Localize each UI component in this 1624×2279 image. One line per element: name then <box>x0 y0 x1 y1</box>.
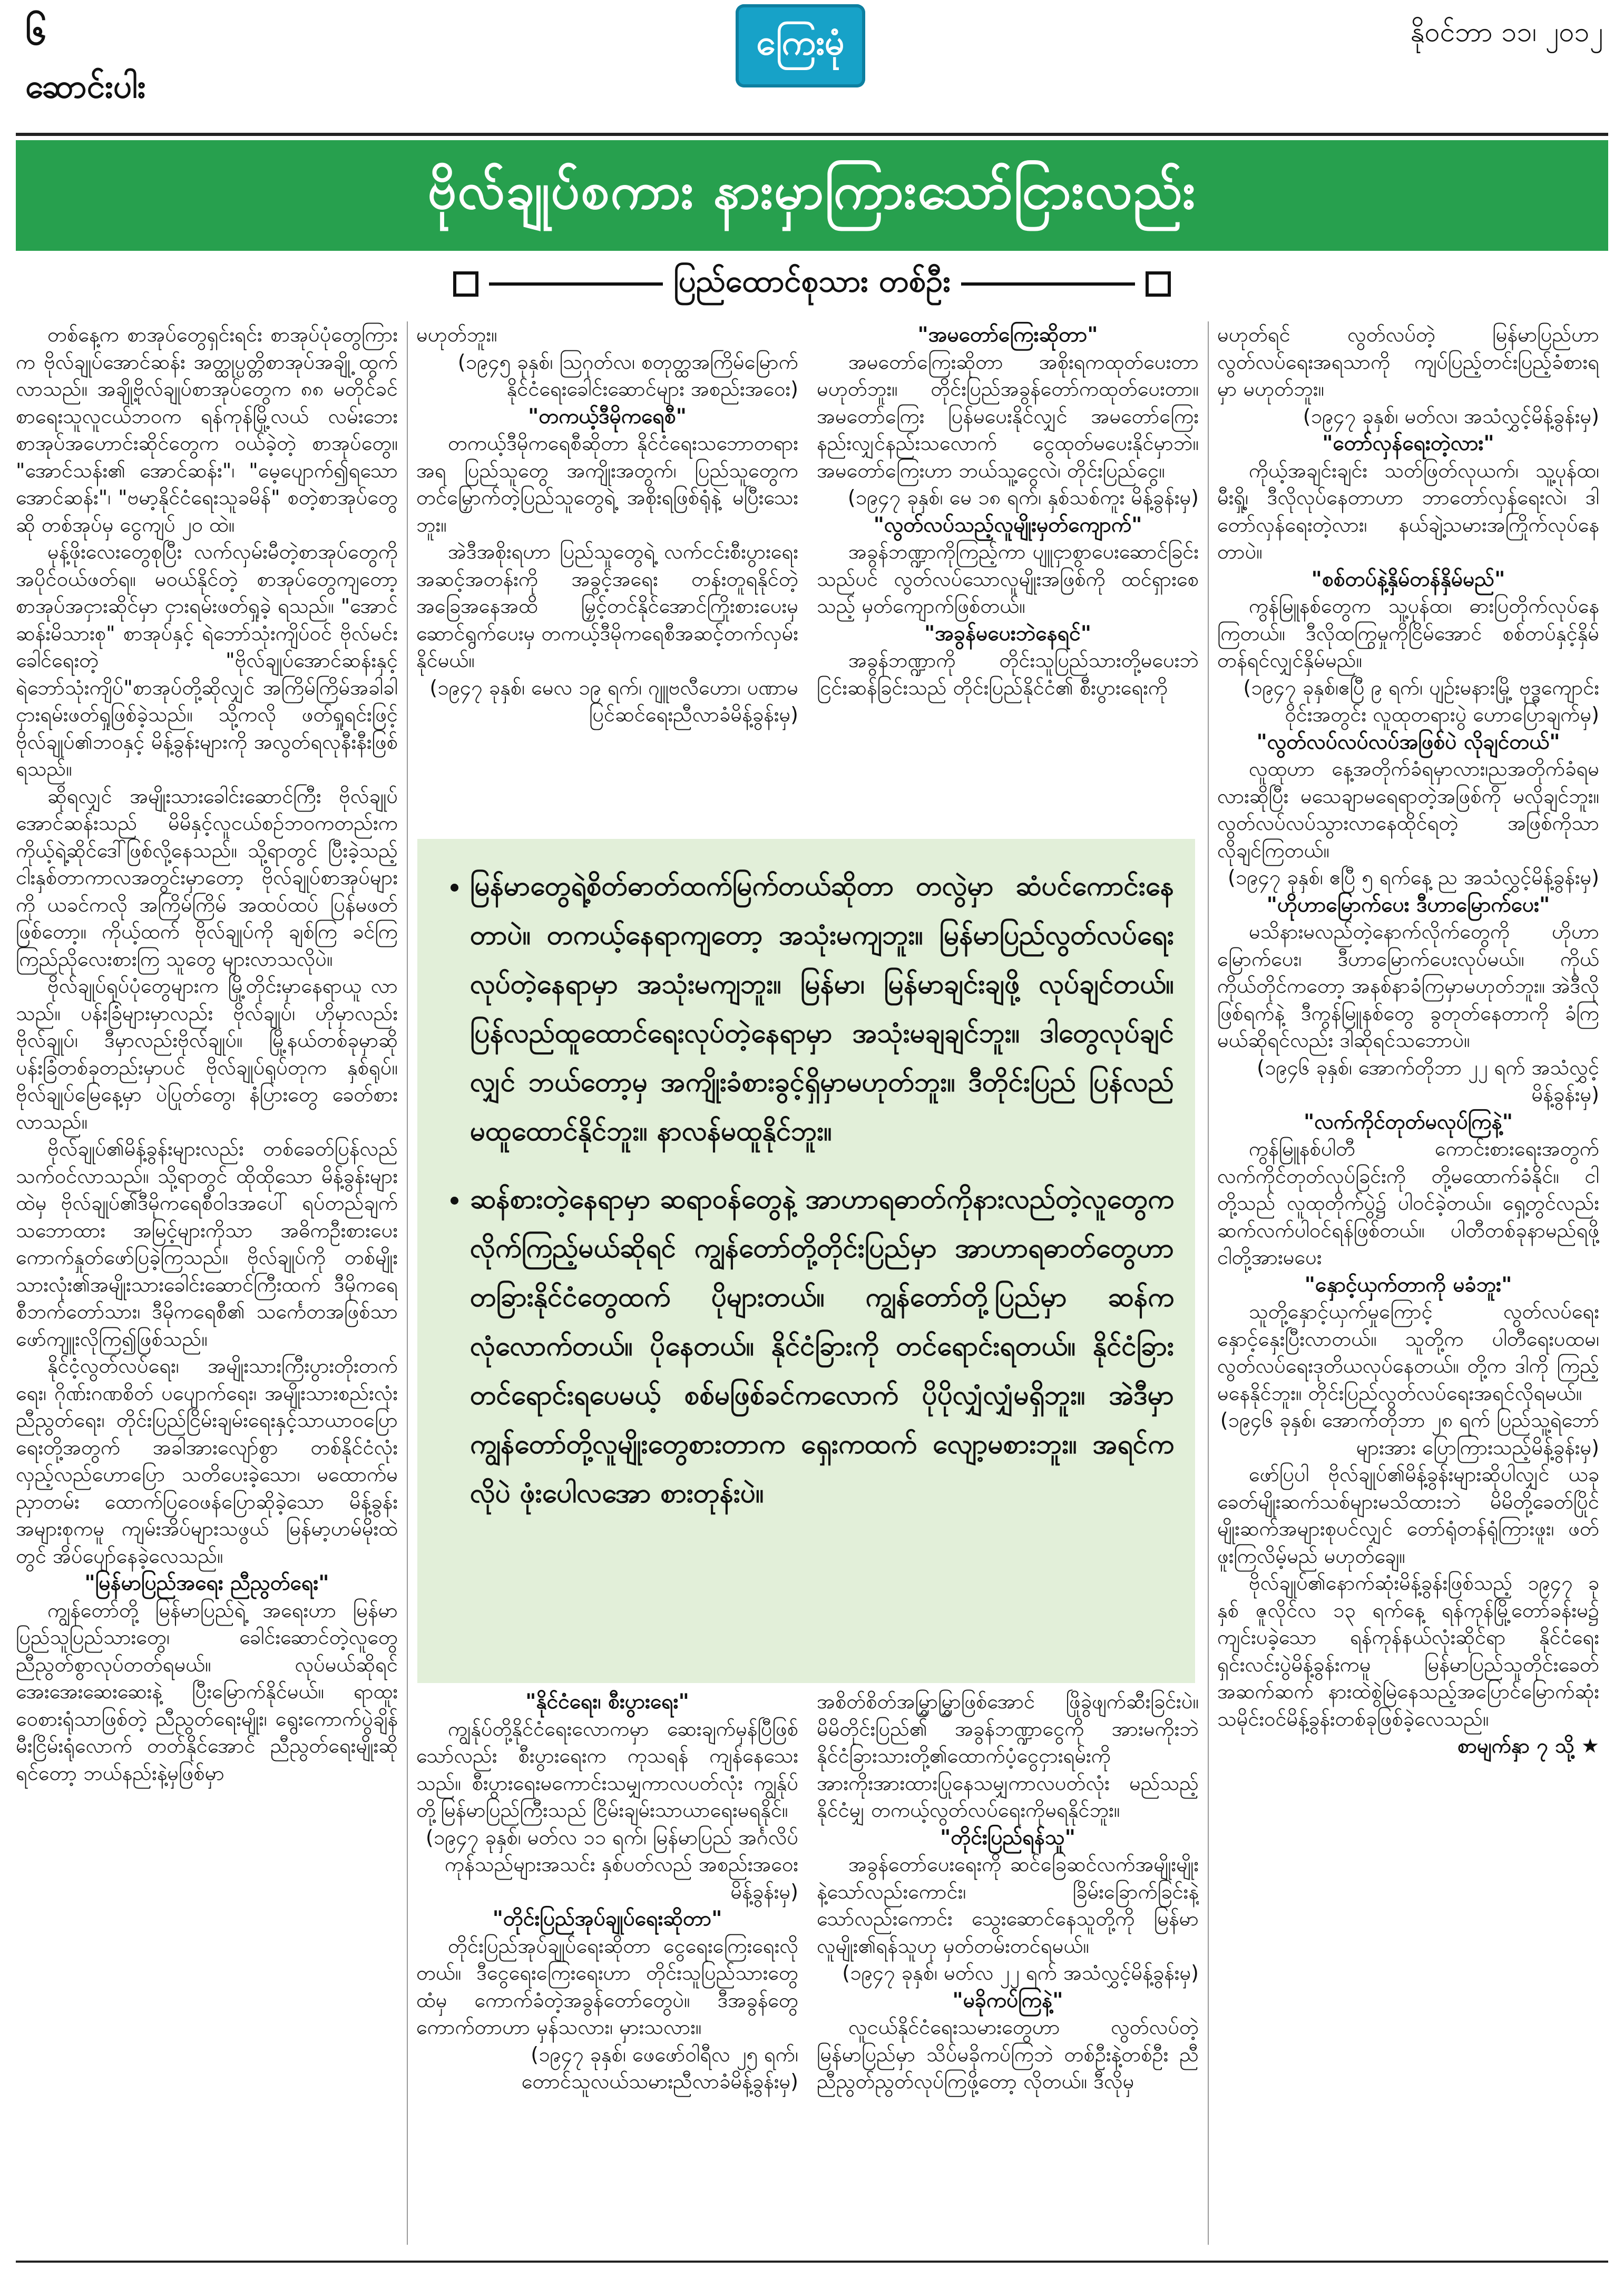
column-rule <box>407 321 408 2245</box>
article-column-3 <box>817 321 1199 864</box>
article-title: ဗိုလ်ချုပ်စကား နားမှာကြားသော်ငြားလည်း <box>427 161 1197 220</box>
paragraph: အစိတ်စိတ်အမြွှာမြွှာဖြစ်အောင် ဖြိုခွဲဖျက်ဆီးခြင်းပဲ။ မိမိတိုင်းပြည်၏ အခွန်ဘဏ္ဍာငွေကို အားမကိုးဘဲ နိုင်ငံခြားသားတို့၏ထောက်ပံ့ငွေငှားရမ်းကို အားကိုးအားထားပြုနေသမျှကာလပတ်လုံး မည်သည့်နိုင်ငံမျှ တကယ့်လွတ်လပ်ရေးကိုမရနိုင်ဘူး။ <box>817 1690 1199 1822</box>
paragraph: မဟုတ်ရင် လွတ်လပ်တဲ့ မြန်မာပြည်ဟာ လွတ်လပ်ရေးအရသာကို ကျပ်ပြည့်တင်းပြည့်ခံစားရမှာ မဟုတ်ဘူး။ <box>1217 323 1599 400</box>
article-column-3-lower <box>817 1688 1199 2247</box>
paragraph: မသိနားမလည်တဲ့နောက်လိုက်တွေကို ဟိုဟာမြောက်ပေး၊ ဒီဟာမြောက်ပေးလုပ်မယ်။ ကိုယ်ကိုယ်တိုင်ကတော့ အနစ်နာခံကြမှာမဟုတ်ဘူး။ အဲဒီလိုဖြစ်ရက်နဲ့ ဒီကွန်မြူနစ်တွေ ခွတုတ်နေတာကို ခံကြမယ်ဆိုရင်လည်း ဒါဆိုရင်သဘောပဲ။ <box>1217 920 1599 1052</box>
paragraph: တိုင်းပြည်အုပ်ချုပ်ရေးဆိုတာ ငွေရေးကြေးရေးလိုတယ်။ ဒီငွေရေးကြေးရေးဟာ တိုင်းသူပြည်သားတွေထံမှ ကောက်ခံတဲ့အခွန်တော်တွေပဲ။ ဒီအခွန်တွေကောက်တာဟာ မှန်သလား၊ မှားသလား။ <box>416 1934 798 2039</box>
byline-ornament-left-box <box>453 271 478 297</box>
subheading: "အမတော်ကြေးဆိုတာ" <box>917 323 1098 347</box>
section-label: ဆောင်းပါး <box>25 67 146 105</box>
speech-source: (၁၉၄၇ ခုနှစ်၊ မေ ၁၈ ရက်၊ နှစ်သစ်ကူး မိန့်ခွန်းမှ) <box>847 486 1199 509</box>
subheading: "မခိုကပ်ကြနဲ့" <box>952 1988 1063 2012</box>
paragraph: တကယ့်ဒီမိုကရေစီဆိုတာ နိုင်ငံရေးသဘောတရားအရ ပြည်သူတွေ အကျိုးအတွက်၊ ပြည်သူတွေက တင်မြှောက်တဲ့ပြည်သူတွေရဲ့ အစိုးရဖြစ်ရုံနဲ့ မပြီးသေးဘူး။ <box>416 432 798 536</box>
quote-bullet: • ဆန်စားတဲ့နေရာမှာ ဆရာဝန်တွေနဲ့ အာဟာရဓာတ်ကိုနားလည်တဲ့လူတွေက လိုက်ကြည့်မယ်ဆိုရင် ကျွန်တော်တို့တိုင်းပြည်မှာ အာဟာရဓာတ်တွေဟာ တခြားနိုင်ငံတွေထက် ပိုများတယ်။ ကျွန်တော်တို့ပြည်မှာ ဆန်က လုံလောက်တယ်။ ပိုနေတယ်။ နိုင်ငံခြားကို တင်ရောင်းရတယ်။ နိုင်ငံခြားတင်ရောင်းရပေမယ့် စစ်မဖြစ်ခင်ကလောက် ပိုပိုလျှံလျှံမရှိဘူး။ အဲဒီမှာ ကျွန်တော်တို့လူမျိုးတွေစားတာက ရှေးကထက် လျော့မစားဘူး။ အရင်ကလိုပဲ ဖုံးပေါလအော စားတုန်းပဲ။ <box>470 1175 1174 1518</box>
speech-source: (၁၉၄၆ ခုနှစ်၊ အောက်တိုဘာ ၂၈ ရက် ပြည်သူ့ရဲဘော်များအား ပြောကြားသည့်မိန့်ခွန်းမှ) <box>1220 1409 1599 1459</box>
continued-on-page <box>1217 1733 1599 1760</box>
subheading: "ဟိုဟာမြောက်ပေး ဒီဟာမြောက်ပေး" <box>1266 893 1550 917</box>
paragraph: လူငယ်နိုင်ငံရေးသမားတွေဟာ လွတ်လပ်တဲ့ မြန်မာပြည်မှာ သိပ်မခိုကပ်ကြဘဲ တစ်ဦးနဲ့တစ်ဦး ညီညီညွတ်ညွတ်လုပ်ကြဖို့တော့ လိုတယ်။ ဒီလိုမှ <box>817 2016 1199 2093</box>
issue-date: နိုဝင်ဘာ ၁၁၊ ၂၀၁၂ <box>1410 16 1603 48</box>
paragraph: ကွန်မြူနစ်ပါတီ ကောင်းစားရေးအတွက် လက်ကိုင်တုတ်လုပ်ခြင်းကို တို့မထောက်ခံနိုင်။ ငါတို့သည် လူထုတိုက်ပွဲ၌ ပါဝင်ခဲ့တယ်။ ရှေ့တွင်လည်း ဆက်လက်ပါဝင်ရန်ဖြစ်တယ်။ ပါတီတစ်ခုနာမည်ရဖို့ ငါတို့အားမပေး <box>1217 1137 1599 1269</box>
subheading: "မြန်မာပြည်အရေး ညီညွတ်ရေး" <box>84 1571 329 1595</box>
subheading: "တိုင်းပြည်အုပ်ချုပ်ရေးဆိုတာ" <box>492 1907 722 1931</box>
quote-callout-box <box>417 839 1195 1683</box>
speech-source: (၁၉၄၇ ခုနှစ်၊ဧပြီ ၉ ရက်၊ ပျဉ်းမနားမြို့ ဗုဒ္ဓကျောင်းဝိုင်းအတွင်း လူထုတရားပွဲ ဟောပြောချက်မှ) <box>1243 676 1599 726</box>
subheading: "တော်လှန်ရေးတဲ့လား" <box>1322 432 1494 455</box>
paragraph: မုန့်ဖိုးလေးတွေစုပြီး လက်လှမ်းမီတဲ့စာအုပ်တွေကို အပိုင်ဝယ်ဖတ်ရ။ မဝယ်နိုင်တဲ့ စာအုပ်တွေကျတော့ စာအုပ်အငှားဆိုင်မှာ ငှားရမ်းဖတ်ရှုခဲ့ ရသည်။ "အောင်ဆန်းမိသားစု" စာအုပ်နှင့် ရဲဘော်သုံးကျိပ်ဝင် ဗိုလ်မင်းခေါင်ရေးတဲ့ "ဗိုလ်ချုပ်အောင်ဆန်းနှင့် ရဲဘော်သုံးကျိပ်"စာအုပ်တို့ဆိုလျှင် အကြိမ်ကြိမ်အခါခါ ငှားရမ်းဖတ်ရှုဖြစ်ခဲ့သည်။ သို့ကလို ဖတ်ရှုရင်းဖြင့် ဗိုလ်ချုပ်၏ဘဝနှင့် မိန့်ခွန်းများကို အလွတ်ရလုနီးနီးဖြစ်ရသည်။ <box>16 540 398 780</box>
byline-ornament-right-box <box>1146 271 1171 297</box>
subheading: "နိုင်ငံရေး၊ စီးပွားရေး" <box>525 1690 689 1714</box>
quote-list <box>438 862 1174 1518</box>
newspaper-logo <box>736 4 865 87</box>
paragraph: အမတော်ကြေးဆိုတာ အစိုးရကထုတ်ပေးတာ မဟုတ်ဘူး။ တိုင်းပြည်အခွန်တော်ကထုတ်ပေးတာ။ အမတော်ကြေး ပြန်မပေးနိုင်လျှင် အမတော်ကြေး နည်းလျှင်နည်းသလောက် ငွေထုတ်မပေးနိုင်မှာဘဲ။ အမတော်ကြေးဟာ ဘယ်သူ့ငွေလဲ၊ တိုင်းပြည်ငွေ။ <box>817 350 1199 482</box>
subheading: "လက်ကိုင်တုတ်မလုပ်ကြနဲ့" <box>1303 1110 1513 1134</box>
paragraph: ကွန်မြူနစ်တွေက သူ့ပုန်ထ၊ ဓားပြတိုက်လုပ်နေကြတယ်။ ဒီလိုထကြွမှုကိုငြိမ်အောင် စစ်တပ်နှင့်နှိမ်တန်ရင်လျှင်နှိမ်မည်။ <box>1217 594 1599 672</box>
paragraph: ဗိုလ်ချုပ်ရုပ်ပုံတွေများက မြို့တိုင်းမှာနေရာယူ လာသည်။ ပန်းခြံများမှာလည်း ဗိုလ်ချုပ်၊ ဟိုမှာလည်း ဗိုလ်ချုပ်၊ ဒီမှာလည်းဗိုလ်ချုပ်။ မြို့နယ်တစ်ခုမှာဆို ပန်းခြံတစ်ခုတည်းမှာပင် ဗိုလ်ချုပ်ရုပ်တုက နှစ်ရုပ်။ ဗိုလ်ချုပ်မြေနေ့မှာ ပဲပြုတ်တွေ၊ နံပြားတွေ ခေတ်စားလာသည်။ <box>16 974 398 1133</box>
byline-ornament-left-line <box>489 282 663 286</box>
column-rule <box>1208 321 1209 2245</box>
paragraph: ဗိုလ်ချုပ်၏မိန့်ခွန်းများလည်း တစ်ခေတ်ပြန်လည်သက်ဝင်လာသည်။ သို့ရာတွင် ထိုထိုသော မိန့်ခွန်းများထဲမှ ဗိုလ်ချုပ်၏ဒီမိုကရေစီဝါဒအပေါ် ရပ်တည်ချက်သဘောထား အမြင့်များကိုသာ အဓိကဦးစားပေး ကောက်နှုတ်ဖော်ပြခဲ့ကြသည်။ ဗိုလ်ချုပ်ကို တစ်မျိုးသားလုံး၏အမျိုးသားခေါင်းဆောင်ကြီးထက် ဒီမိုကရေစီဘက်တော်သား၊ ဒီမိုကရေစီ၏ သင်္ကေတအဖြစ်သာ ဖော်ကျူးလိုကြ၍ဖြစ်သည်။ <box>16 1137 398 1351</box>
byline: ပြည်ထောင်စုသား တစ်ဦး <box>673 262 951 299</box>
subheading: "နှောင့်ယှက်တာကို မခံဘူး" <box>1304 1273 1512 1297</box>
continued-text: စာမျက်နှာ ၇ သို့ <box>1457 1734 1574 1757</box>
article-column-1 <box>16 321 398 2245</box>
logo-text: ကြေးမုံ <box>756 22 845 63</box>
paragraph: လူထုဟာ နေ့အတိုက်ခံရမှာလား၊ညအတိုက်ခံရမလားဆိုပြီး မသေချာမရေရာတဲ့အဖြစ်ကို မလိုချင်ဘူး။ လွတ်လပ်လပ်သွားလာနေထိုင်ရတဲ့ အဖြစ်ကိုသာ လိုချင်ကြတယ်။ <box>1217 757 1599 862</box>
paragraph: အခွန်ဘဏ္ဍာကိုကြည့်ကာ ပျူငှာစွာပေးဆောင်ခြင်းသည်ပင် လွတ်လပ်သောလူမျိုးအဖြစ်ကို ထင်ရှားစေသည့် မှတ်ကျောက်ဖြစ်တယ်။ <box>817 540 1199 618</box>
paragraph: မဟုတ်ဘူး။ <box>416 323 497 346</box>
byline-row <box>263 261 1361 307</box>
paragraph: ကျွန်ုပ်တို့နိုင်ငံရေးလောကမှာ ဆေးချက်မှန်ပြီဖြစ်သော်လည်း စီးပွားရေးက ကုသရန် ကျန်နေသေးသည်။ စီးပွားရေးမကောင်းသမျှကာလပတ်လုံး ကျွန်ုပ်တို့မြန်မာပြည်ကြီးသည် ငြိမ်းချမ်းသာယာရေးမရနိုင်။ <box>416 1717 798 1822</box>
page-number: ၆ <box>25 9 47 53</box>
paragraph: တစ်နေ့က စာအုပ်တွေရှင်းရင်း စာအုပ်ပုံတွေကြားက ဗိုလ်ချုပ်အောင်ဆန်း အတ္ထုပ္ပတ္တိစာအုပ်အချို့ ထွက်လာသည်။ အချို့ဗိုလ်ချုပ်စာအုပ်တွေက ၈၈ မတိုင်ခင် စာရေးသူလူငယ်ဘဝက ရန်ကုန်မြို့လယ် လမ်းဘေးစာအုပ်အဟောင်းဆိုင်တွေက ဝယ်ခဲ့တဲ့ စာအုပ်တွေ။ "အောင်သန်း၏ အောင်ဆန်း"၊ "မေ့ပျောက်၍ရသောအောင်ဆန်း"၊ "ဗမာ့နိုင်ငံရေးသူခမိန်" စတဲ့စာအုပ်တွေဆို တစ်အုပ်မှ ငွေကျပ် ၂၀ ထဲ။ <box>16 323 398 536</box>
subheading: "တိုင်းပြည်ရန်သူ" <box>940 1825 1075 1850</box>
subheading: "အခွန်မပေးဘဲနေရင်" <box>924 621 1092 645</box>
article-column-4 <box>1217 321 1599 2245</box>
speech-source: (၁၉၄၇ ခုနှစ်၊ ဧပြီ ၅ ရက်နေ့ ည အသံလွှင့်မိန့်ခွန်းမှ) <box>1228 866 1599 889</box>
paragraph: ဆိုရလျှင် အမျိုးသားခေါင်းဆောင်ကြီး ဗိုလ်ချုပ်အောင်ဆန်းသည် မိမိနှင့်လူငယ်စဉ်ဘဝကတည်းက ကိုယ့်ရဲ့ဆိုင်ဒေါ်ဖြစ်လို့နေသည်။ သို့ရာတွင် ပြီးခဲ့သည့် ငါးနှစ်တာကာလအတွင်းမှာတော့ ဗိုလ်ချုပ်စာအုပ်များကို ယခင်ကလို အကြိမ်ကြိမ် အထပ်ထပ် ပြန်မဖတ်ဖြစ်တော့။ ကိုယ့်ထက် ဗိုလ်ချုပ်ကို ချစ်ကြ ခင်ကြ ကြည်ညိုလေးစားကြ သူတွေ များလာသလိုပဲ။ <box>16 784 398 971</box>
article-column-2-lower <box>416 1688 798 2247</box>
speech-source: (၁၉၄၇ ခုနှစ်၊ မေလ ၁၉ ရက်၊ ဂျူဗလီဟော၊ ပဏာမပြင်ဆင်ရေးညီလာခံမိန့်ခွန်းမှ) <box>429 676 798 726</box>
paragraph: နိုင်ငံ့လွတ်လပ်ရေး၊ အမျိုးသားကြီးပွားတိုးတက်ရေး၊ ဂိုဏ်းဂဏစိတ် ပပျောက်ရေး၊ အမျိုးသားစည်းလုံးညီညွတ်ရေး၊ တိုင်းပြည်ငြိမ်းချမ်းရေးနှင့်သာယာဝပြောရေးတို့အတွက် အခါအားလျော်စွာ တစ်နိုင်ငံလုံးလှည့်လည်ဟောပြော သတိပေးခဲ့သော၊ မထောက်မညှာတမ်း ထောက်ပြဝေဖန်ပြောဆိုခဲ့သော မိန့်ခွန်းအများစုကမူ ကျမ်းအိပ်များသဖွယ် မြန်မာ့ဟမ်မိုးထဲတွင် အိပ်ပျော်နေခဲ့လေသည်။ <box>16 1354 398 1568</box>
byline-ornament-right-line <box>961 282 1135 286</box>
subheading: "လွတ်လပ်လပ်လပ်အဖြစ်ပဲ လိုချင်တယ်" <box>1256 730 1560 754</box>
quote-bullet: • မြန်မာတွေရဲ့စိတ်ဓာတ်ထက်မြက်တယ်ဆိုတာ တလွဲမှာ ဆံပင်ကောင်းနေတာပဲ။ တကယ့်နေရာကျတော့ အသုံးမကျဘူး။ မြန်မာပြည်လွတ်လပ်ရေး လုပ်တဲ့နေရာမှာ အသုံးမကျဘူး။ မြန်မာ၊ မြန်မာချင်းချဖို့ လုပ်ချင်တယ်။ ပြန်လည်ထူထောင်ရေးလုပ်တဲ့နေရာမှာ အသုံးမချချင်ဘူး။ ဒါတွေလုပ်ချင်လျှင် ဘယ်တော့မှ အကျိုးခံစားခွင့်ရှိမှာမဟုတ်ဘူး။ ဒီတိုင်းပြည် ပြန်လည်မထူထောင်နိုင်ဘူး။ နာလန်မထူနိုင်ဘူး။ <box>470 862 1174 1156</box>
speech-source: (၁၉၄၇ ခုနှစ်၊ ဖေဖော်ဝါရီလ ၂၅ ရက်၊တောင်သူလယ်သမားညီလာခံမိန့်ခွန်းမှ) <box>521 2042 798 2093</box>
article-column-2 <box>416 321 798 864</box>
subheading: "စစ်တပ်နဲ့နှိမ်တန်နှိမ်မည်" <box>1311 567 1505 591</box>
footer-rule <box>16 2261 1608 2263</box>
speech-source: (၁၉၄၅ ခုနှစ်၊ ဩဂုတ်လ၊ စတုတ္ထအကြိမ်မြောက် နိုင်ငံရေးခေါင်းဆောင်များ အစည်းအဝေး) <box>457 350 798 400</box>
speech-source: (၁၉၄၇ ခုနှစ်၊ မတ်လ ၁၁ ရက်၊ မြန်မာပြည် အင်္ဂလိပ်ကုန်သည်များအသင်း နှစ်ပတ်လည် အစည်းအဝေး မိန့်ခွန်းမှ) <box>425 1825 798 1903</box>
title-banner <box>16 140 1608 251</box>
speech-source: (၁၉၄၇ ခုနှစ်၊ မတ်လ၊ အသံလွှင့်မိန့်ခွန်းမှ) <box>1303 404 1599 428</box>
paragraph: ဖော်ပြပါ ဗိုလ်ချုပ်၏မိန့်ခွန်းများဆိုပါလျှင် ယခုခေတ်မျိုးဆက်သစ်များမသိထားဘဲ မိမိတို့ခေတ်ပြိုင် မျိုးဆက်အများစုပင်လျှင် တော်ရုံတန်ရုံကြားဖူး၊ ဖတ်ဖူးကြလိမ့်မည် မဟုတ်ချေ။ <box>1217 1463 1599 1568</box>
paragraph: ကိုယ့်အချင်းချင်း သတ်ဖြတ်လုယက်၊ သူ့ပုန်ထ၊ မီးရှို့၊ ဒီလိုလုပ်နေတာဟာ ဘာတော်လှန်ရေးလဲ၊ ဒါတော်လှန်ရေးတဲ့လား၊ နယ်ချဲ့သမားအကြိုက်လုပ်နေတာပဲ။ <box>1217 458 1599 563</box>
header-rule <box>16 133 1608 136</box>
paragraph: ဗိုလ်ချုပ်၏နောက်ဆုံးမိန့်ခွန်းဖြစ်သည့် ၁၉၄၇ ခုနှစ် ဇူလိုင်လ ၁၃ ရက်နေ့ ရန်ကုန်မြို့တော်ခန်းမ၌ ကျင်းပခဲ့သော ရန်ကုန်နယ်လုံးဆိုင်ရာ နိုင်ငံရေးရှင်းလင်းပွဲမိန့်ခွန်းကမူ မြန်မာပြည်သူတိုင်းခေတ်အဆက်ဆက် နားထဲစွဲမြဲနေသည့်အပြောင်မြောက်ဆုံး သမိုင်းဝင်မိန့်ခွန်းတစ်ခုဖြစ်ခဲ့လေသည်။ <box>1217 1571 1599 1730</box>
paragraph: အဲဒီအစိုးရဟာ ပြည်သူတွေရဲ့ လက်ငင်းစီးပွားရေးအဆင့်အတန်းကို အခွင့်အရေး တန်းတူရနိုင်တဲ့ အခြေအနေအထိ မြှင့်တင်နိုင်အောင်ကြိုးစားပေးမှ ဆောင်ရွက်ပေးမှ တကယ့်ဒီမိုကရေစီအဆင့်တက်လှမ်းနိုင်မယ်။ <box>416 540 798 672</box>
star-icon: ★ <box>1574 1734 1599 1757</box>
paragraph: သူတို့နှောင့်ယှက်မှုကြောင့် လွတ်လပ်ရေးနှောင့်နှေးပြီးလာတယ်။ သူတို့က ပါတီရေးပထမ၊ လွတ်လပ်ရေးဒုတိယလုပ်နေတယ်။ တို့က ဒါကို ကြည့်မနေနိုင်ဘူး။ တိုင်းပြည်လွတ်လပ်ရေးအရင်လိုရမယ်။ <box>1217 1300 1599 1405</box>
subheading: "လွတ်လပ်သည့်လူမျိုးမှတ်ကျောက်" <box>873 513 1142 537</box>
speech-source: (၁၉၄၆ ခုနှစ်၊ အောက်တိုဘာ ၂၂ ရက် အသံလွှင့်မိန့်ခွန်းမှ) <box>1257 1055 1599 1106</box>
subheading: "တကယ့်ဒီမိုကရေစီ" <box>528 404 687 428</box>
speech-source: (၁၉၄၇ ခုနှစ်၊ မတ်လ ၂၂ ရက် အသံလွှင့်မိန့်ခွန်းမှ) <box>842 1961 1199 1984</box>
paragraph: အခွန်ဘဏ္ဍာကို တိုင်းသူပြည်သားတို့မပေးဘဲ ငြင်းဆန်ခြင်းသည် တိုင်းပြည်နိုင်ငံ၏ စီးပွားရေးကို <box>817 649 1199 699</box>
paragraph: ကျွန်တော်တို့ မြန်မာပြည်ရဲ့ အရေးဟာ မြန်မာပြည်သူပြည်သားတွေ၊ ခေါင်းဆောင်တဲ့လူတွေ ညီညွတ်စွာလုပ်တတ်ရမယ်။ လုပ်မယ်ဆိုရင် အေးအေးဆေးဆေးနဲ့ ပြီးမြောက်နိုင်မယ်။ ရာထူးဝေစားရုံသာဖြစ်တဲ့ ညီညွတ်ရေးမျိုး၊ ရွေးကောက်ပွဲချိန် မီးငြိမ်းရုံလောက် တတ်နိုင်အောင် ညီညွတ်ရေးမျိုးဆိုရင်တော့ ဘယ်နည်းနဲ့မှဖြစ်မှာ <box>16 1598 398 1785</box>
paragraph: အခွန်တော်ပေးရေးကို ဆင်ခြေဆင်လက်အမျိုးမျိုးနဲ့သော်လည်းကောင်း၊ ခြိမ်းခြောက်ခြင်းနဲ့သော်လည်းကောင်း သွေးဆောင်နေသူတို့ကို မြန်မာလူမျိုး၏ရန်သူဟု မှတ်တမ်းတင်ရမယ်။ <box>817 1853 1199 1958</box>
